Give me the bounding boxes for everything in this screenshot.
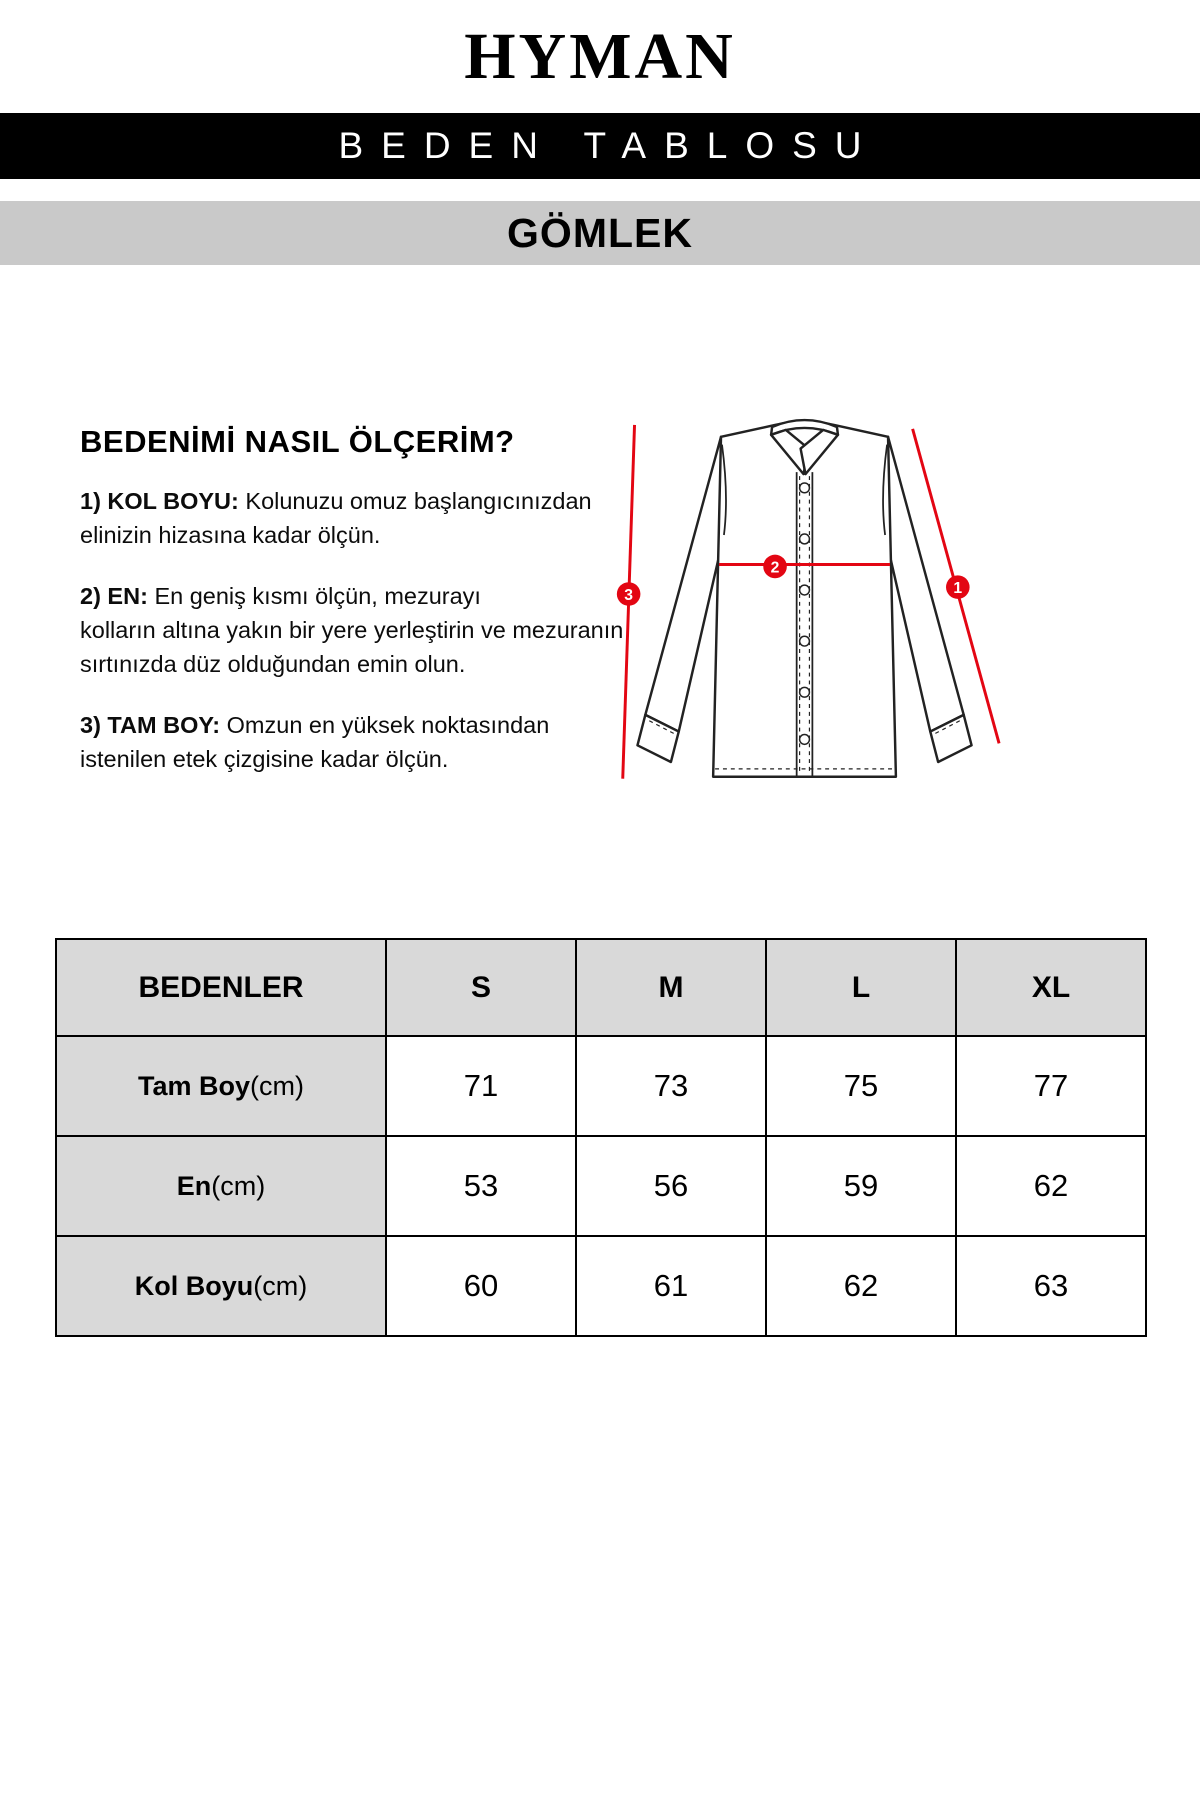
- shirt-diagram: [608, 383, 1060, 860]
- banner-title-bar: [0, 113, 1200, 179]
- howto-step-2-line-2: kolların altına yakın bir yere yerleştirin ve mezuranın: [80, 617, 624, 644]
- marker-2-width: [763, 555, 787, 579]
- howto-step-2-line-3: sırtınızda düz olduğundan emin olun.: [80, 651, 466, 678]
- shirt-outline: [637, 420, 971, 777]
- table-header-size-xl: XL: [956, 939, 1146, 1036]
- marker-1-sleeve: [946, 575, 970, 599]
- en-l: 59: [766, 1136, 956, 1236]
- howto-step-1-label: 1) KOL BOYU:: [80, 488, 239, 514]
- kol-boyu-s: 60: [386, 1236, 576, 1336]
- shirt-technical-drawing: [608, 383, 1060, 860]
- en-xl: 62: [956, 1136, 1146, 1236]
- banner-title: BEDEN TABLOSU: [338, 125, 880, 166]
- kol-boyu-l: 62: [766, 1236, 956, 1336]
- table-row-en: [56, 1136, 1146, 1236]
- size-table: [55, 938, 1147, 1337]
- row-label-kol-boyu: Kol Boyu(cm): [56, 1236, 386, 1336]
- row-label-en: En(cm): [56, 1136, 386, 1236]
- table-row-tam-boy: [56, 1036, 1146, 1136]
- en-s: 53: [386, 1136, 576, 1236]
- brand-logo: HYMAN: [464, 19, 736, 93]
- howto-step-3-line-1: Omzun en yüksek noktasından: [226, 712, 550, 739]
- brand-header: [0, 0, 1200, 113]
- category-bar: [0, 201, 1200, 265]
- table-header-size-m: M: [576, 939, 766, 1036]
- marker-3-number: 3: [624, 586, 634, 604]
- howto-step-3-line-2: istenilen etek çizgisine kadar ölçün.: [80, 746, 449, 773]
- howto-step-1: [80, 484, 660, 552]
- table-header-size-l: L: [766, 939, 956, 1036]
- table-header-size-s: S: [386, 939, 576, 1036]
- marker-2-number: 2: [770, 559, 780, 577]
- marker-1-number: 1: [953, 580, 963, 598]
- measurement-instructions: [80, 424, 660, 803]
- tam-boy-s: 71: [386, 1036, 576, 1136]
- howto-step-2-line-1: En geniş kısmı ölçün, mezurayı: [154, 583, 481, 610]
- tam-boy-l: 75: [766, 1036, 956, 1136]
- table-row-kol-boyu: [56, 1236, 1146, 1336]
- row-label-tam-boy: Tam Boy(cm): [56, 1036, 386, 1136]
- category-title: GÖMLEK: [507, 209, 693, 256]
- table-header-bedenler: BEDENLER: [56, 939, 386, 1036]
- instructions-title: BEDENİMİ NASIL ÖLÇERİM?: [80, 424, 515, 459]
- howto-step-1-line-2: elinizin hizasına kadar ölçün.: [80, 522, 381, 549]
- tam-boy-m: 73: [576, 1036, 766, 1136]
- howto-step-1-line-1: Kolunuzu omuz başlangıcınızdan: [245, 488, 592, 514]
- marker-3-length: [617, 582, 641, 606]
- howto-step-3: [80, 708, 660, 776]
- en-m: 56: [576, 1136, 766, 1236]
- howto-step-2-label: 2) EN:: [80, 583, 148, 610]
- tam-boy-xl: 77: [956, 1036, 1146, 1136]
- howto-step-3-label: 3) TAM BOY:: [80, 712, 221, 739]
- kol-boyu-m: 61: [576, 1236, 766, 1336]
- howto-step-2: [80, 579, 660, 681]
- size-table-header-row: [56, 939, 1146, 1036]
- kol-boyu-xl: 63: [956, 1236, 1146, 1336]
